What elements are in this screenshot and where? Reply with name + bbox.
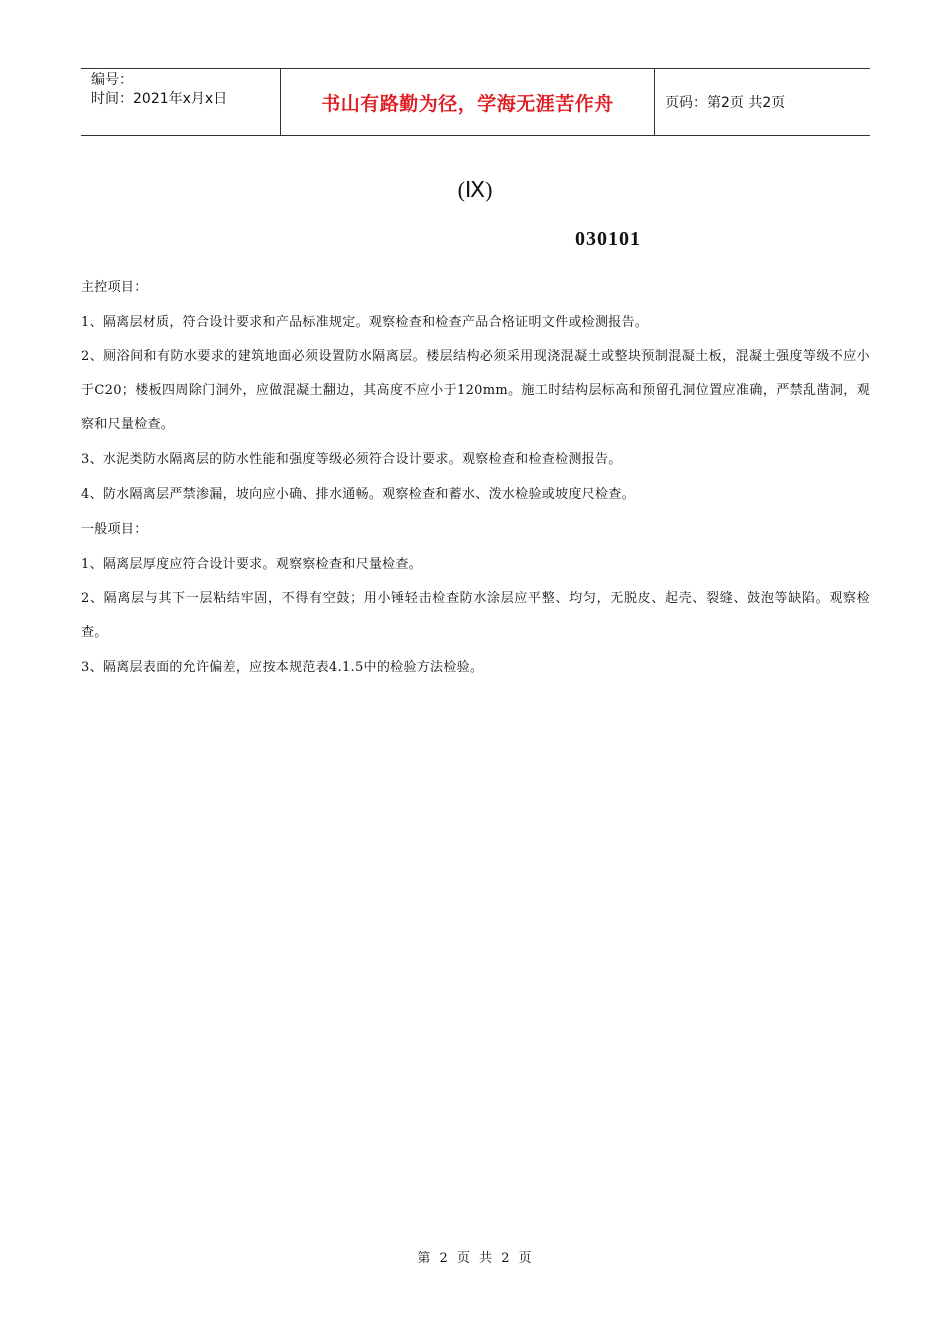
header-motto-cell — [281, 69, 655, 135]
general-items-heading: 一般项目： — [81, 522, 148, 537]
section-roman-numeral: (Ⅸ) — [457, 177, 493, 202]
main-item-4: 4、防水隔离层严禁渗漏，坡向应小确、排水通畅。观察检查和蓄水、泼水检验或坡度尺检查。 — [81, 487, 635, 502]
main-item-3: 3、水泥类防水隔离层的防水性能和强度等级必须符合设计要求。观察检查和检查检测报告。 — [81, 452, 622, 467]
header-page-info: 页码：第2页 共2页 — [665, 95, 786, 111]
general-item-1: 1、隔离层厚度应符合设计要求。观察察检查和尺量检查。 — [81, 557, 423, 572]
document-date-label: 时间：2021年x月x日 — [91, 91, 228, 107]
general-item-3: 3、隔离层表面的允许偏差，应按本规范表4.1.5中的检验方法检验。 — [81, 660, 484, 675]
document-body — [81, 270, 870, 685]
header-page-cell — [655, 69, 870, 135]
page-footer: 第 2 页 共 2 页 — [417, 1251, 533, 1266]
header-meta-cell — [81, 69, 281, 135]
main-item-2: 2、厕浴间和有防水要求的建筑地面必须设置防水隔离层。楼层结构必须采用现浇混凝土或整块预制混凝土板，混凝土强度等级不应小于C20；楼板四周除门洞外，应做混凝土翻边，其高度不应小于120mm。施工时结构层标高和预留孔洞位置应准确，严禁乱凿洞，观察和尺量检查。 — [81, 349, 870, 432]
main-item-1: 1、隔离层材质，符合设计要求和产品标准规定。观察检查和检查产品合格证明文件或检测报告。 — [81, 315, 649, 330]
main-items-heading: 主控项目： — [81, 280, 148, 295]
header-table — [81, 68, 870, 136]
header-motto: 书山有路勤为径，学海无涯苦作舟 — [321, 92, 614, 115]
general-item-2: 2、隔离层与其下一层粘结牢固，不得有空鼓；用小锤轻击检查防水涂层应平整、均匀，无脱皮、起壳、裂缝、鼓泡等缺陷。观察检查。 — [81, 591, 870, 640]
section-code: 030101 — [575, 228, 641, 250]
document-number-label: 编号： — [91, 72, 133, 88]
